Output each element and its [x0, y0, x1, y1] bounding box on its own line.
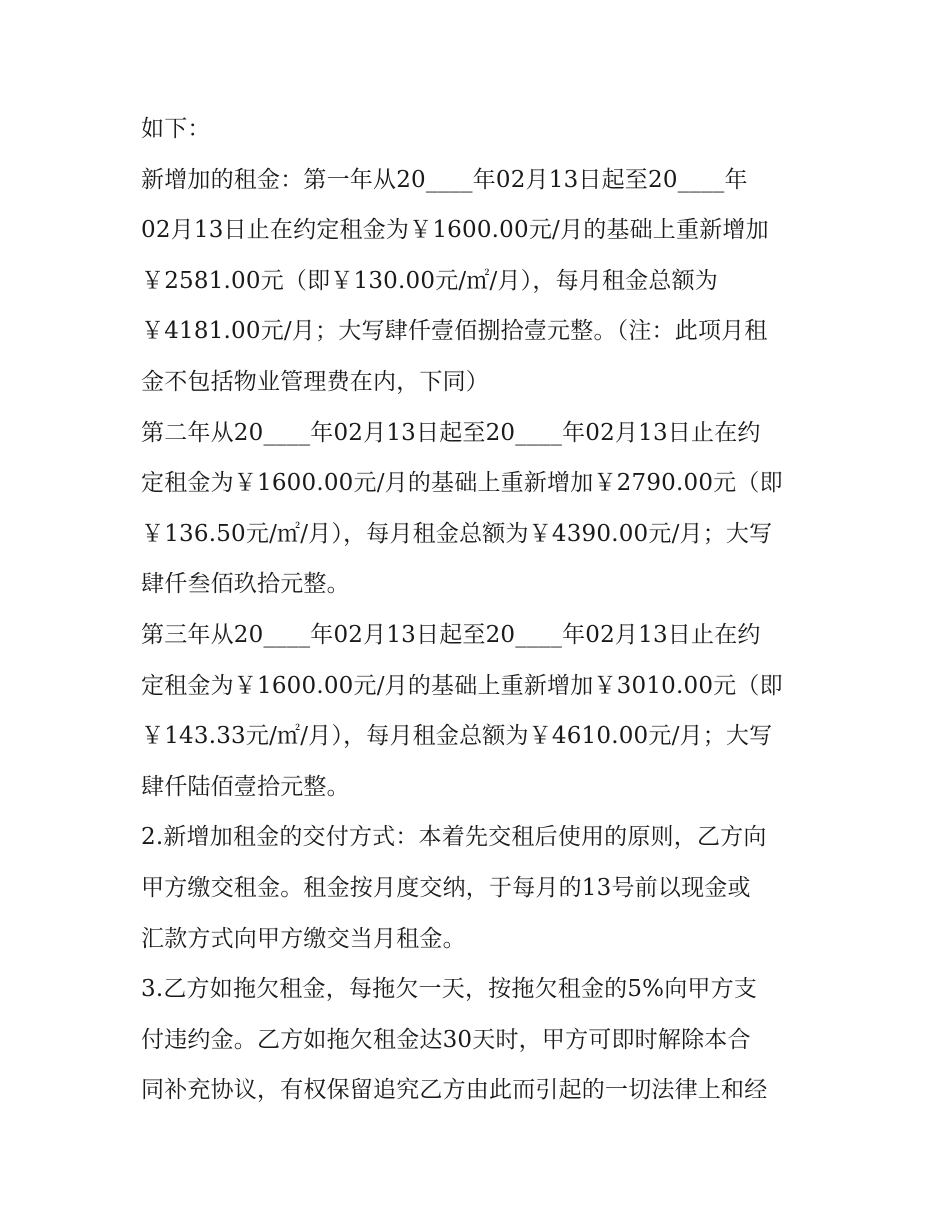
text-line: 付违约金。乙方如拖欠租金达30天时，甲方可即时解除本合 [141, 1026, 751, 1053]
text-line: 甲方缴交租金。租金按月度交纳，于每月的13号前以现金或 [141, 874, 751, 901]
text-line: 肆仟叁佰玖拾元整。 [141, 571, 350, 598]
text-line: ￥2581.00元（即￥130.00元/㎡/月），每月租金总额为 [141, 267, 718, 294]
text-line: 新增加的租金：第一年从20____年02月13日起至20____年 [141, 166, 748, 193]
text-line: 汇款方式向甲方缴交当月租金。 [141, 925, 466, 952]
text-line: 2.新增加租金的交付方式：本着先交租后使用的原则，乙方向 [141, 824, 767, 851]
text-line: ￥4181.00元/月；大写肆仟壹佰捌拾壹元整。（注：此项月租 [141, 318, 768, 345]
text-line: 如下： [141, 116, 211, 142]
text-line: 定租金为￥1600.00元/月的基础上重新增加￥2790.00元（即 [141, 470, 783, 497]
text-line: 第二年从20____年02月13日起至20____年02月13日止在约 [141, 419, 761, 446]
text-line: 3.乙方如拖欠租金，每拖欠一天，按拖欠租金的5%向甲方支 [141, 976, 758, 1003]
text-line: 金不包括物业管理费在内，下同） [141, 368, 489, 395]
text-line: 肆仟陆佰壹拾元整。 [141, 773, 350, 800]
text-line: 定租金为￥1600.00元/月的基础上重新增加￥3010.00元（即 [141, 672, 783, 699]
document-body [141, 104, 821, 1116]
text-line: ￥143.33元/㎡/月），每月租金总额为￥4610.00元/月；大写 [141, 723, 773, 750]
text-line: 第三年从20____年02月13日起至20____年02月13日止在约 [141, 621, 761, 648]
text-line: ￥136.50元/㎡/月），每月租金总额为￥4390.00元/月；大写 [141, 520, 773, 547]
text-line: 02月13日止在约定租金为￥1600.00元/月的基础上重新增加 [141, 217, 769, 244]
text-line: 同补充协议，有权保留追究乙方由此而引起的一切法律上和经 [141, 1077, 768, 1104]
